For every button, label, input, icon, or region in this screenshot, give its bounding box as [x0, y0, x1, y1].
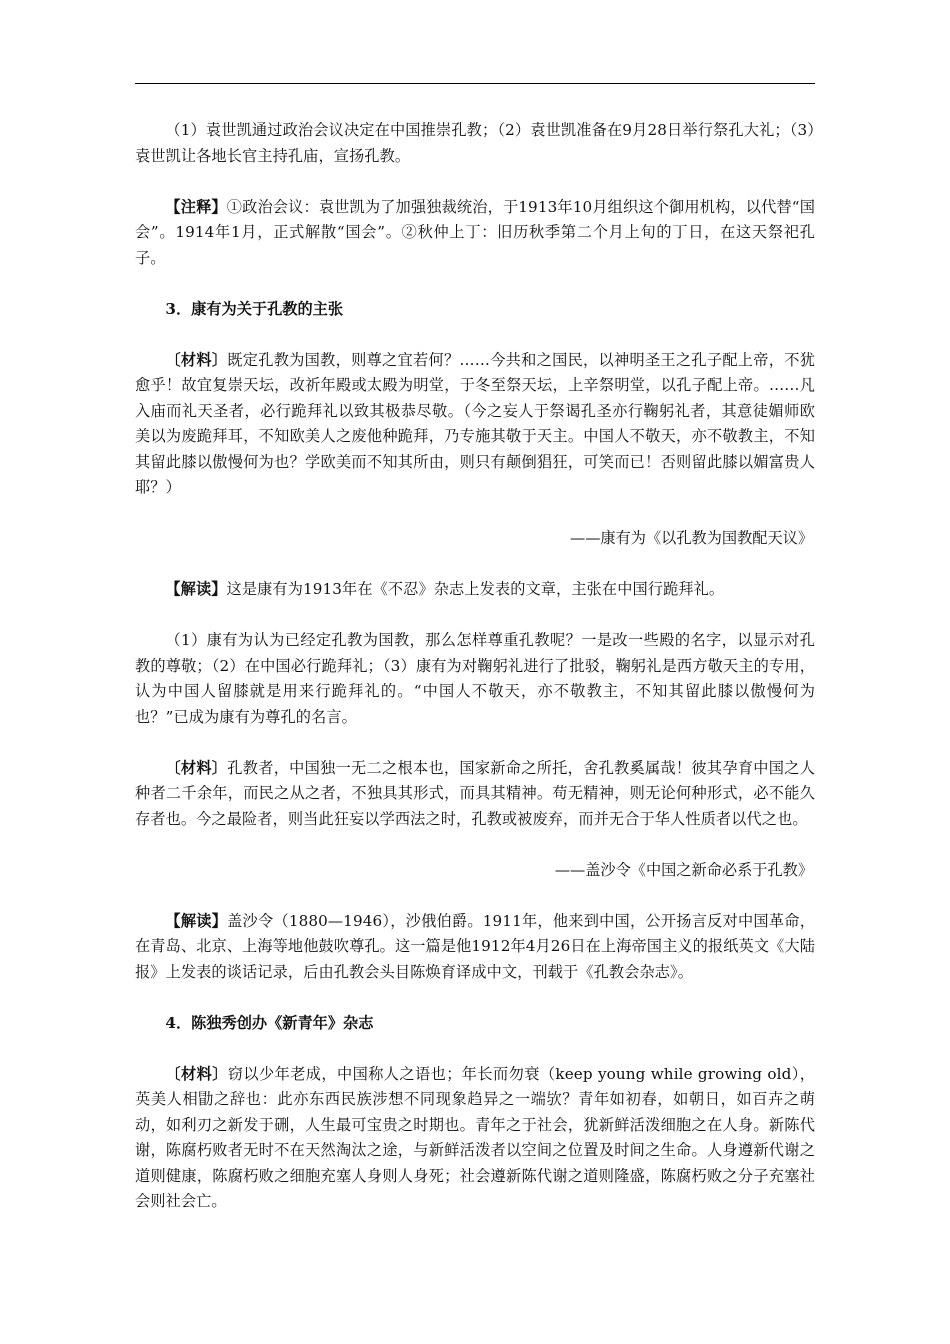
- material-tag: 〔材料〕: [165, 1064, 228, 1083]
- paragraph-interpretation-keyserling: [135, 909, 815, 986]
- material-text: 窃以少年老成，中国称人之语也；年长而勿衰（keep young while growing old），英美人相勖之辞也：此亦东西民族涉想不同现象趋异之一端欤？青年如初春，如朝日，如百卉之萌动，如利刃之新发于硎，人生最可宝贵之时期也。青年之于社会，犹新鲜活泼细胞之在人身。新陈代谢，陈腐朽败者无时不在天然淘汰之途，与新鲜活泼者以空间之位置及时间之生命。人身遵新代谢之道则健康，陈腐朽败之细胞充塞人身则人身死；社会遵新陈代谢之道则隆盛，陈腐朽败之分子充塞社会则社会亡。: [135, 1064, 815, 1210]
- paragraph-interpretation-kang: [135, 577, 815, 603]
- material-tag: 〔材料〕: [165, 758, 228, 777]
- section-heading-kang-youwei: 3．康有为关于孔教的主张: [165, 299, 344, 318]
- material-text: 孔教者，中国独一无二之根本也，国家新命之所托，舍孔教奚属哉！彼其孕育中国之人种者二千余年，而民之从之者，不独具其形式，而具其精神。苟无精神，则无论何种形式，必不能久存者也。今之最险者，则当此狂妄以学西法之时，孔教或被废弃，而并无合于华人性质者以代之也。: [135, 758, 815, 828]
- interpretation-text: 盖沙令（1880—1946），沙俄伯爵。1911年，他来到中国，公开扬言反对中国革命，在青岛、北京、上海等地他鼓吹尊孔。这一篇是他1912年4月26日在上海帝国主义的报纸英文《大陆报》上发表的谈话记录，后由孔教会头目陈焕育译成中文，刊载于《孔教会杂志》。: [135, 911, 816, 981]
- interpretation-tag: 【解读】: [165, 580, 227, 598]
- interpretation-text: 这是康有为1913年在《不忍》杂志上发表的文章，主张在中国行跪拜礼。: [226, 580, 725, 598]
- annotation-text: ①政治会议：袁世凯为了加强独裁统治，于1913年10月组织这个御用机构，以代替“国会”。1914年1月，正式解散“国会”。②秋仲上丁：旧历秋季第二个月上旬的丁日，在这天祭祀孔子。: [135, 197, 815, 267]
- material-text: 既定孔教为国教，则尊之宜若何？……今共和之国民，以神明圣王之孔子配上帝，不犹愈乎！故宜复崇天坛，改祈年殿或太殿为明堂，于冬至祭天坛，上辛祭明堂，以孔子配上帝。……凡入庙而礼天圣者，必行跪拜礼以致其极恭尽敬。（今之妄人于祭谒孔圣亦行鞠躬礼者，其意徒媚师欧美以为废跪拜耳，不知欧美人之废他种跪拜，乃专施其敬于天主。中国人不敬天，亦不敬教主，不知其留此膝以傲慢何为也？学欧美而不知其所由，则只有颠倒猖狂，可笑而已！否则留此膝以媚富贵人耶？）: [135, 350, 815, 496]
- paragraph-material-chen: [135, 1062, 815, 1215]
- source-citation-keyserling: ——盖沙令《中国之新命必系于孔教》: [554, 860, 813, 879]
- paragraph-material-kang: [135, 348, 815, 501]
- paragraph-material-keyserling: [135, 756, 815, 833]
- annotation-tag: 【注释】: [165, 197, 227, 216]
- header-rule: [135, 83, 815, 84]
- paragraph-yuan-summary: （1）袁世凯通过政治会议决定在中国推崇孔教；（2）袁世凯准备在9月28日举行祭孔大礼；（3）袁世凯让各地长官主持孔庙，宣扬孔教。: [135, 121, 815, 165]
- paragraph-kang-analysis: （1）康有为认为已经定孔教为国教，那么怎样尊重孔教呢？一是改一些殿的名字，以显示对孔教的尊敬；（2）在中国必行跪拜礼；（3）康有为对鞠躬礼进行了批驳，鞠躬礼是西方敬天主的专用，认为中国人留膝就是用来行跪拜礼的。“中国人不敬天，亦不敬教主，不知其留此膝以傲慢何为也？”已成为康有为尊孔的名言。: [135, 631, 815, 726]
- material-tag: 〔材料〕: [165, 350, 228, 369]
- section-heading-new-youth: 4．陈独秀创办《新青年》杂志: [165, 1013, 374, 1032]
- source-citation-kang: ——康有为《以孔教为国教配天议》: [570, 529, 813, 547]
- document-body: [135, 118, 815, 1240]
- interpretation-tag: 【解读】: [165, 911, 228, 930]
- paragraph-annotation: [135, 195, 815, 272]
